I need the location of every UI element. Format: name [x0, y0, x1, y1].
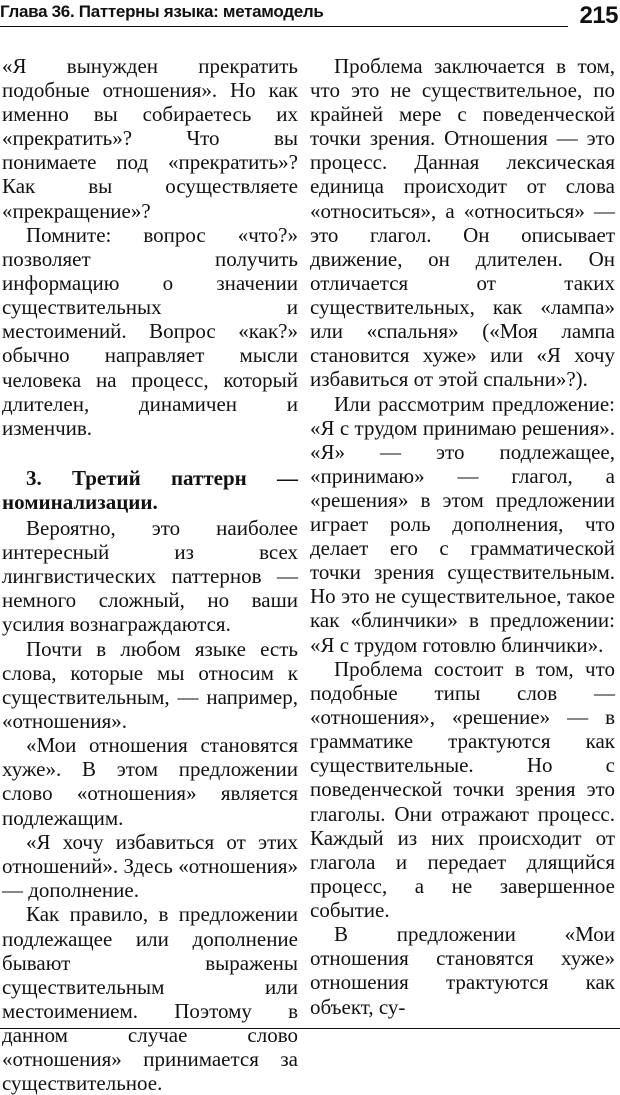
paragraph: Вероятно, это наиболее интересный из всех лингвистических паттернов — немного сложный, но ваши усилия вознаграждаются. [2, 515, 298, 637]
paragraph: В предложении «Мои отношения становятся хуже» отношения трактуются как объект, су- [310, 922, 615, 1019]
paragraph: «Мои отношения становятся хуже». В этом предложении слово «отношения» является подлежащим. [2, 733, 298, 830]
paragraph: Почти в любом языке есть слова, которые мы относим к существительным, — например, «отношения». [2, 636, 298, 733]
chapter-title: Глава 36. Паттерны языка: метамодель [0, 2, 324, 21]
paragraph: «Я хочу избавиться от этих отношений». Здесь «отношения» — дополнение. [2, 829, 298, 903]
paragraph: Помните: вопрос «что?» позволяет получить информацию о значении существительных и местоимений. Вопрос «как?» обычно направляет мысли человека на процесс, который длителен, динамичен и изменчив. [2, 222, 298, 440]
paragraph: Проблема заключается в том, что это не существительное, по крайней мере с поведенческой точки зрения. Отношения — это процесс. Данная лексическая единица происходит от слова «относиться», а «относиться» — это глагол. Он описывает движение, он длителен. Он отличается от таких существительных, как «лампа» или «спальня» («Моя лампа становится хуже» или «Я хочу избавиться от этой спальни»?). [310, 54, 615, 392]
paragraph: Как правило, в предложении подлежащее или дополнение бывают выражены существительным или местоимением. Поэтому в данном случае слово «отношения» принимается за существительное. [2, 902, 298, 1095]
paragraph: «Я вынужден прекратить подобные отношения». Но как именно вы собираетесь их «прекратить»? Что вы понимаете под «прекратить»? Как вы осуществляете «прекращение»? [2, 54, 298, 223]
right-column [310, 54, 615, 1019]
header-rule [0, 26, 568, 27]
paragraph: Проблема состоит в том, что подобные типы слов — «отношения», «решение» — в грамматике трактуются как существительные. Но с поведенческой точки зрения это глаголы. Они отражают процесс. Каждый из них происходит от глагола и передает длящийся процесс, а не завершенное событие. [310, 656, 615, 922]
paragraph: Или рассмотрим предложение: «Я с трудом принимаю решения». «Я» — это подлежащее, «принимаю» — глагол, а «решения» в этом предложении играет роль дополнения, что делает его с грамматической точки зрения существительным. Но это не существительное, такое как «блинчики» в предложении: «Я с трудом готовлю блинчики». [310, 391, 615, 657]
page-number: 215 [579, 2, 618, 29]
left-column [2, 54, 298, 1095]
running-header [0, 0, 620, 34]
section-heading: 3. Третий паттерн — номинализации. [2, 465, 298, 514]
